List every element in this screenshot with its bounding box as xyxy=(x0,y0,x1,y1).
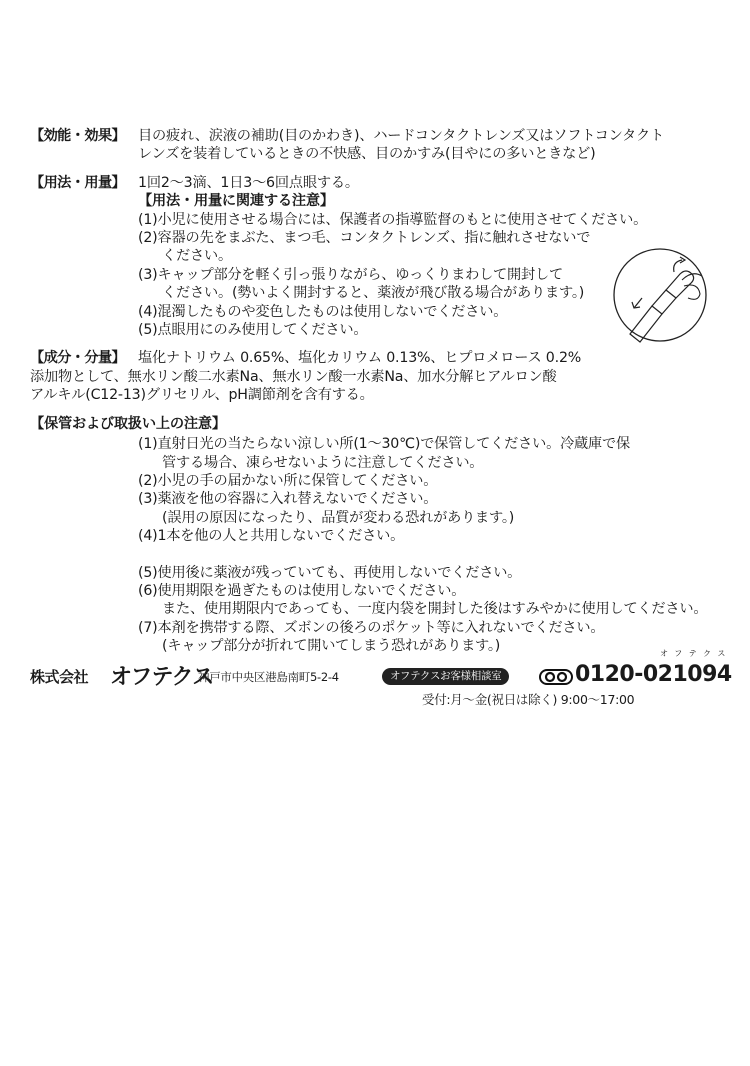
ingredients-line: 添加物として、無水リン酸二水素Na、無水リン酸一水素Na、加水分解ヒアルロン酸 xyxy=(30,368,557,385)
usage-dose: 1回2～3滴、1日3～6回点眼する。 xyxy=(138,174,359,191)
contact-label: オフテクスお客様相談室 xyxy=(382,668,509,685)
efficacy-text xyxy=(138,127,720,164)
usage-caution-item: (1)小児に使用させる場合には、保護者の指導監督のもとに使用させてください。 xyxy=(138,211,648,228)
storage-item-cont: 管する場合、凍らせないように注意してください。 xyxy=(162,454,484,471)
freedial-icon xyxy=(539,669,573,689)
storage-item: (7)本剤を携帯する際、ズボンの後ろのポケット等に入れないでください。 xyxy=(138,619,605,636)
storage-label: 【保管および取扱い上の注意】 xyxy=(30,415,226,432)
storage-list xyxy=(30,435,720,655)
company-footer xyxy=(30,649,732,724)
storage-item-cont: (誤用の原因になったり、品質が変わる恐れがあります。) xyxy=(162,509,515,526)
brand-logo: オフテクス xyxy=(110,665,214,690)
ingredients-line: アルキル(C12-13)グリセリル、pH調節剤を含有する。 xyxy=(30,387,374,404)
package-insert xyxy=(30,127,720,656)
storage-item: (5)使用後に薬液が残っていても、再使用しないでください。 xyxy=(138,564,522,581)
storage-item: (3)薬液を他の容器に入れ替えないでください。 xyxy=(138,491,438,508)
ingredients-line: 塩化ナトリウム 0.65%、塩化カリウム 0.13%、ヒプロメロース 0.2% xyxy=(138,350,582,367)
company-type: 株式会社 xyxy=(30,668,89,686)
reception-hours: 受付:月～金(祝日は除く) 9:00～17:00 xyxy=(422,692,635,707)
efficacy-section xyxy=(30,127,720,164)
cap-opening-illustration xyxy=(612,246,708,348)
efficacy-line: 目の疲れ、涙液の補助(目のかわき)、ハードコンタクトレンズ又はソフトコンタクト xyxy=(138,128,665,144)
storage-item: (4)1本を他の人と共用しないでください。 xyxy=(138,528,405,545)
usage-label: 【用法・用量】 xyxy=(30,174,126,191)
usage-caution-item: (5)点眼用にのみ使用してください。 xyxy=(138,322,368,339)
ingredients-section xyxy=(30,349,720,404)
storage-item-cont: また、使用期限内であっても、一度内袋を開封した後はすみやかに使用してください。 xyxy=(162,601,708,618)
company-address: 神戸市中央区港島南町5-2-4 xyxy=(198,670,339,684)
storage-item-cont: (キャップ部分が折れて開いてしまう恐れがあります。) xyxy=(162,638,501,655)
phone-number[interactable]: 0120-021094 xyxy=(575,662,732,687)
phone-ruby: オフテクス xyxy=(660,649,732,658)
usage-caution-title: 【用法・用量に関連する注意】 xyxy=(138,193,334,210)
usage-caution-item-cont: ください。(勢いよく開封すると、薬液が飛び散る場合があります。) xyxy=(162,285,585,302)
efficacy-label: 【効能・効果】 xyxy=(30,128,126,144)
efficacy-line: レンズを装着しているときの不快感、目のかすみ(目やにの多いときなど) xyxy=(138,146,596,163)
usage-caution-item: (3)キャップ部分を軽く引っ張りながら、ゆっくりまわして開封して xyxy=(138,266,563,283)
usage-caution-item-cont: ください。 xyxy=(162,248,232,265)
ingredients-label: 【成分・分量】 xyxy=(30,350,126,367)
bottle-cap-icon xyxy=(612,246,708,344)
usage-caution-item: (4)混濁したものや変色したものは使用しないでください。 xyxy=(138,303,508,320)
storage-item: (2)小児の手の届かない所に保管してください。 xyxy=(138,472,438,489)
storage-item: (6)使用期限を過ぎたものは使用しないでください。 xyxy=(138,582,466,599)
storage-gap xyxy=(138,546,720,564)
usage-caution-item: (2)容器の先をまぶた、まつ毛、コンタクトレンズ、指に触れさせないで xyxy=(138,230,591,247)
storage-item: (1)直射日光の当たらない涼しい所(1～30℃)で保管してください。冷蔵庫で保 xyxy=(138,436,631,453)
storage-section xyxy=(30,415,720,656)
